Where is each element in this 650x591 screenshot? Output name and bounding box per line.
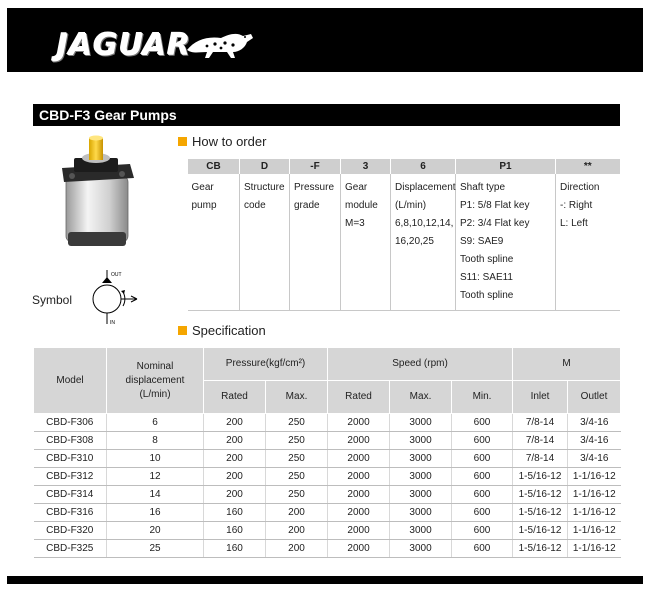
table-cell: 6 (107, 414, 204, 432)
table-cell: 3000 (390, 450, 452, 468)
table-cell: 250 (266, 450, 328, 468)
table-cell: 1-1/16-12 (568, 486, 621, 504)
symbol-out-label: OUT (111, 272, 122, 278)
table-cell: 200 (204, 450, 266, 468)
header-pressure: Pressure(kgf/cm²) (204, 348, 328, 381)
table-cell: 8 (107, 432, 204, 450)
order-code-cell: D (240, 159, 290, 174)
table-cell: 14 (107, 486, 204, 504)
desc-line: Pressure (294, 182, 335, 193)
order-desc-shaft (456, 174, 556, 311)
table-cell: 3/4-16 (568, 432, 621, 450)
table-cell: 160 (204, 504, 266, 522)
table-cell: 3000 (390, 504, 452, 522)
header-m: M (513, 348, 621, 381)
table-cell: 200 (204, 432, 266, 450)
table-cell: CBD-F308 (34, 432, 107, 450)
table-cell: 160 (204, 522, 266, 540)
table-cell: 2000 (328, 486, 390, 504)
table-cell: 1-5/16-12 (513, 504, 568, 522)
hydraulic-pump-symbol-icon (85, 268, 145, 328)
desc-line: Structure (244, 182, 285, 193)
table-cell: 200 (204, 468, 266, 486)
table-cell: 600 (452, 504, 513, 522)
order-description-row (188, 174, 620, 311)
header-pressure-rated: Rated (204, 381, 266, 414)
header-speed-max: Max. (390, 381, 452, 414)
table-cell: 2000 (328, 450, 390, 468)
table-cell: 1-5/16-12 (513, 522, 568, 540)
order-desc-gear-pump (188, 174, 240, 311)
desc-line: 16,20,25 (395, 236, 434, 247)
table-cell: 20 (107, 522, 204, 540)
table-cell: 200 (266, 522, 328, 540)
header-speed-min: Min. (452, 381, 513, 414)
desc-line: grade (294, 200, 320, 211)
table-cell: CBD-F310 (34, 450, 107, 468)
table-cell: 1-5/16-12 (513, 540, 568, 558)
symbol-in-label: IN (110, 320, 115, 326)
table-row (34, 468, 621, 486)
desc-line: pump (191, 200, 217, 211)
desc-line: 6,8,10,12,14, (395, 218, 454, 229)
desc-line: module (345, 200, 378, 211)
table-cell: 25 (107, 540, 204, 558)
table-cell: CBD-F314 (34, 486, 107, 504)
table-cell: 12 (107, 468, 204, 486)
table-row (34, 522, 621, 540)
table-cell: 250 (266, 414, 328, 432)
order-code-cell: 3 (341, 159, 391, 174)
how-to-order-label: How to order (192, 134, 267, 149)
order-code-header-row (188, 159, 620, 174)
desc-line: Tooth spline (460, 290, 514, 301)
table-cell: 2000 (328, 468, 390, 486)
table-cell: 1-1/16-12 (568, 504, 621, 522)
order-code-cell: CB (188, 159, 240, 174)
specification-heading (178, 323, 266, 339)
order-code-cell: ** (556, 159, 620, 174)
table-cell: 3000 (390, 522, 452, 540)
table-cell: 3/4-16 (568, 414, 621, 432)
table-cell: 600 (452, 432, 513, 450)
desc-line: Gear (345, 182, 368, 193)
table-cell: 7/8-14 (513, 450, 568, 468)
gear-pump-image (56, 134, 136, 252)
table-cell: 200 (266, 540, 328, 558)
header-model: Model (34, 348, 107, 414)
table-cell: 600 (452, 522, 513, 540)
spec-header-row (34, 348, 621, 381)
table-row (34, 432, 621, 450)
table-cell: 2000 (328, 522, 390, 540)
header-inlet: Inlet (513, 381, 568, 414)
table-cell: 3000 (390, 414, 452, 432)
header-speed: Speed (rpm) (328, 348, 513, 381)
table-cell: 3000 (390, 486, 452, 504)
desc-line: L: Left (560, 218, 588, 229)
specification-table (33, 347, 621, 558)
table-cell: 160 (204, 540, 266, 558)
table-cell: 600 (452, 468, 513, 486)
table-row (34, 450, 621, 468)
bullet-square-icon (178, 326, 187, 335)
table-cell: 600 (452, 540, 513, 558)
header-pressure-max: Max. (266, 381, 328, 414)
bullet-square-icon (178, 137, 187, 146)
header-speed-rated: Rated (328, 381, 390, 414)
desc-line: code (244, 200, 266, 211)
desc-line: -: Right (560, 200, 593, 211)
specification-label: Specification (192, 323, 266, 338)
order-code-cell: P1 (456, 159, 556, 174)
table-cell: 1-1/16-12 (568, 540, 621, 558)
desc-line: Gear (191, 182, 214, 193)
header-bar (7, 8, 643, 72)
desc-line: S11: SAE11 (460, 272, 513, 283)
header-outlet: Outlet (568, 381, 621, 414)
table-cell: CBD-F312 (34, 468, 107, 486)
desc-line: Direction (560, 182, 600, 193)
table-cell: 2000 (328, 432, 390, 450)
table-cell: 600 (452, 450, 513, 468)
table-cell: 3000 (390, 432, 452, 450)
table-cell: 16 (107, 504, 204, 522)
desc-line: P1: 5/8 Flat key (460, 200, 530, 211)
table-cell: 1-1/16-12 (568, 522, 621, 540)
desc-line: P2: 3/4 Flat key (460, 218, 530, 229)
order-desc-displacement (391, 174, 456, 311)
table-cell: 200 (266, 504, 328, 522)
table-cell: CBD-F320 (34, 522, 107, 540)
table-cell: 10 (107, 450, 204, 468)
table-cell: 250 (266, 468, 328, 486)
desc-line: (L/min) (395, 200, 427, 211)
table-cell: 200 (204, 414, 266, 432)
order-desc-pressure (290, 174, 341, 311)
table-cell: 1-1/16-12 (568, 468, 621, 486)
symbol-label: Symbol (32, 293, 73, 307)
desc-line: Tooth spline (460, 254, 514, 265)
table-row (34, 504, 621, 522)
table-cell: 2000 (328, 504, 390, 522)
order-desc-direction (556, 174, 620, 311)
how-to-order-heading (178, 134, 266, 150)
table-cell: 7/8-14 (513, 414, 568, 432)
table-cell: 3000 (390, 540, 452, 558)
table-cell: 600 (452, 414, 513, 432)
table-cell: 2000 (328, 414, 390, 432)
order-code-table (187, 159, 620, 311)
table-cell: 7/8-14 (513, 432, 568, 450)
order-desc-structure (240, 174, 290, 311)
table-cell: CBD-F316 (34, 504, 107, 522)
table-cell: 600 (452, 486, 513, 504)
table-cell: 1-5/16-12 (513, 486, 568, 504)
table-cell: 2000 (328, 540, 390, 558)
table-cell: 3000 (390, 468, 452, 486)
desc-line: M=3 (345, 218, 365, 229)
jaguar-icon (185, 26, 257, 60)
table-cell: CBD-F325 (34, 540, 107, 558)
desc-line: Displacement (395, 182, 456, 193)
page-title: CBD-F3 Gear Pumps (33, 104, 620, 126)
spec-table-body (34, 414, 621, 558)
table-row (34, 414, 621, 432)
table-cell: 200 (204, 486, 266, 504)
table-row (34, 540, 621, 558)
table-cell: 1-5/16-12 (513, 468, 568, 486)
desc-line: Shaft type (460, 182, 506, 193)
brand-logo[interactable] (57, 24, 257, 64)
table-cell: 3/4-16 (568, 450, 621, 468)
table-cell: 250 (266, 486, 328, 504)
logo-text: JAGUAR (57, 28, 192, 63)
order-code-cell: -F (290, 159, 341, 174)
table-row (34, 486, 621, 504)
footer-bar (7, 576, 643, 584)
table-cell: 250 (266, 432, 328, 450)
table-cell: CBD-F306 (34, 414, 107, 432)
order-code-cell: 6 (391, 159, 456, 174)
header-displacement: Nominal displacement (L/min) (107, 348, 204, 414)
order-desc-module (341, 174, 391, 311)
desc-line: S9: SAE9 (460, 236, 504, 247)
